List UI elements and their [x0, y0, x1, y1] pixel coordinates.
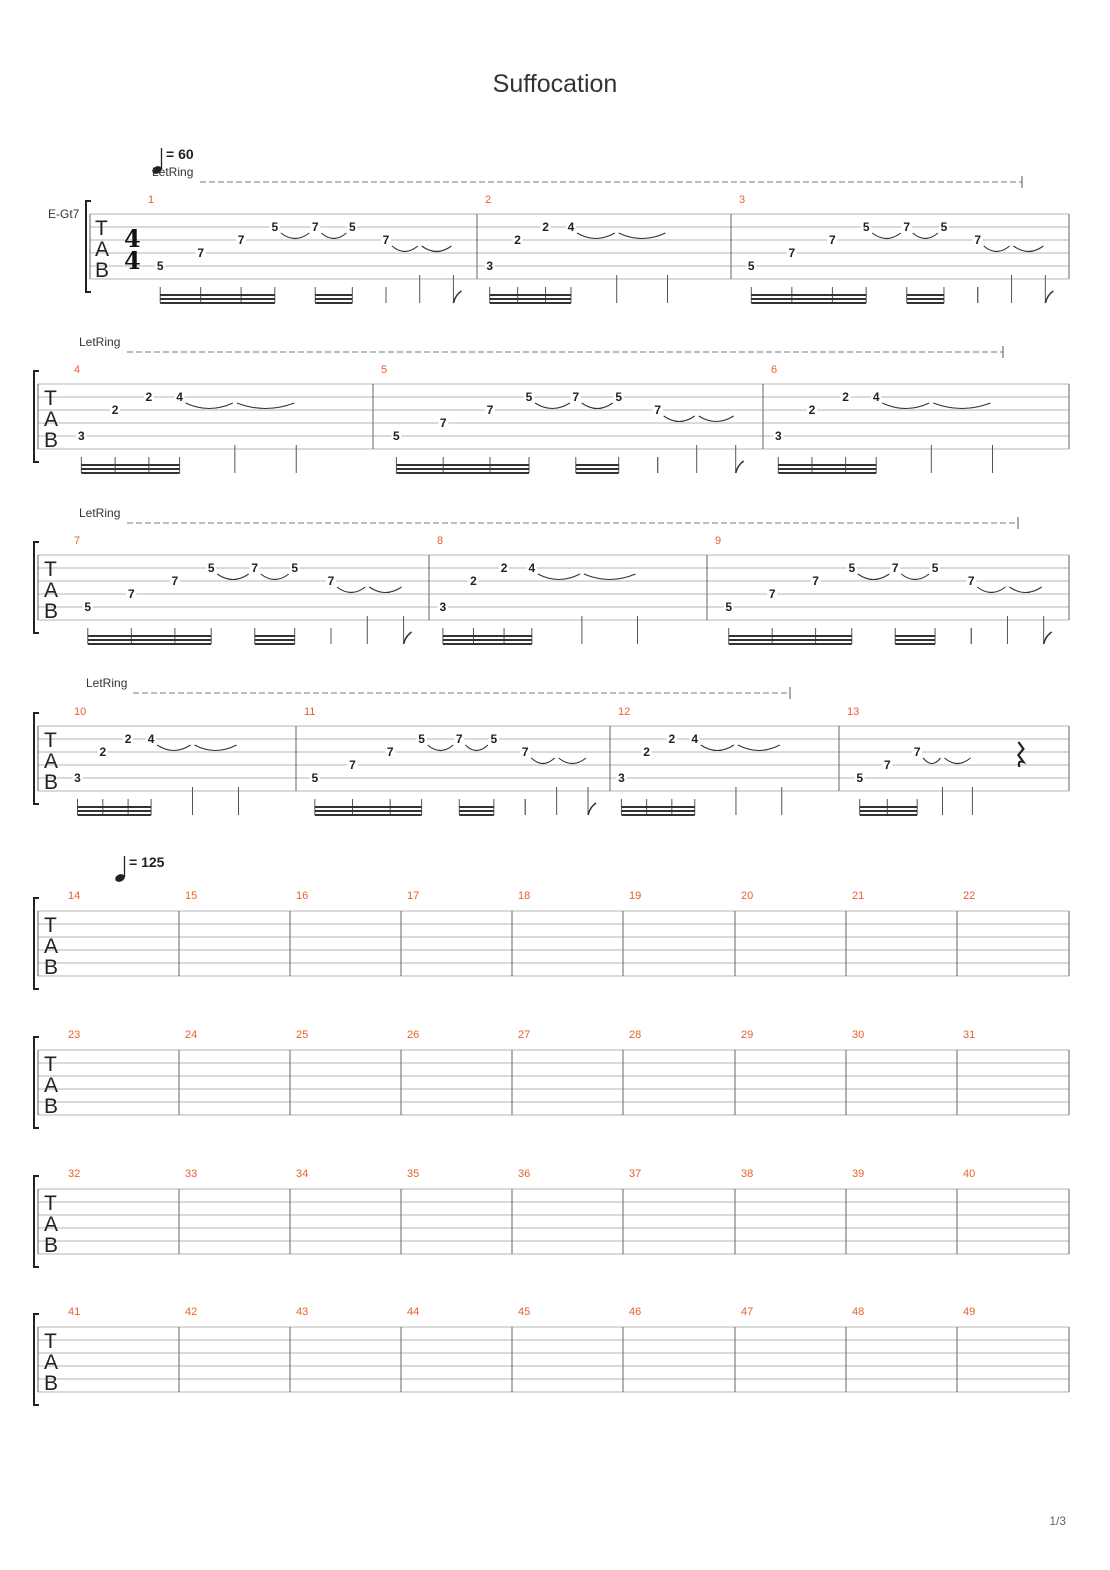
tie [559, 758, 586, 764]
fret-number: 4 [691, 732, 699, 746]
fret-number: 5 [848, 561, 856, 575]
measure-number: 33 [185, 1168, 198, 1180]
fret-number: 5 [348, 220, 356, 234]
tie [237, 403, 294, 409]
measure-number: 49 [963, 1306, 976, 1318]
tab-letter-a: A [95, 238, 110, 261]
fret-number: 5 [490, 732, 498, 746]
measure-number: 19 [629, 890, 642, 902]
tie [577, 233, 615, 239]
measure-number: 44 [407, 1306, 420, 1318]
measure-number: 3 [739, 194, 746, 206]
tie [619, 233, 666, 239]
tie [584, 574, 636, 580]
fret-number: 5 [615, 390, 623, 404]
fret-number: 5 [84, 600, 92, 614]
tie [984, 246, 1010, 252]
tab-letter-t: T [44, 558, 57, 581]
tie [369, 587, 401, 593]
tie [428, 745, 454, 751]
tie [872, 233, 901, 239]
fret-number: 4 [567, 220, 575, 234]
fret-number: 2 [842, 390, 849, 404]
fret-number: 7 [967, 574, 975, 588]
time-signature-top: 4 [124, 224, 141, 253]
letring-label: LetRing [79, 335, 121, 349]
tab-letter-b: B [44, 1095, 59, 1118]
measure-number: 37 [629, 1168, 642, 1180]
measure-number: 35 [407, 1168, 420, 1180]
fret-number: 3 [618, 771, 625, 785]
tie [901, 574, 929, 580]
song-title: Suffocation [492, 70, 618, 98]
fret-number: 2 [643, 745, 650, 759]
tie [465, 745, 488, 751]
fret-number: 7 [439, 416, 447, 430]
measure-number: 22 [963, 890, 976, 902]
tab-letter-b: B [44, 600, 59, 623]
measure-number: 18 [518, 890, 531, 902]
measure-number: 11 [304, 706, 316, 718]
fret-number: 2 [668, 732, 676, 746]
fret-number: 2 [500, 561, 508, 575]
measure-number: 38 [741, 1168, 754, 1180]
tab-letter-a: A [44, 935, 59, 958]
measure-number: 34 [296, 1168, 309, 1180]
measure-number: 9 [715, 535, 722, 547]
letring-label: LetRing [79, 506, 121, 520]
tie [538, 574, 580, 580]
track-name: E-Gt7 [48, 207, 80, 221]
fret-number: 7 [768, 587, 776, 601]
fret-number: 4 [147, 732, 155, 746]
tie [977, 587, 1005, 593]
measure-number: 30 [852, 1029, 865, 1041]
measure-number: 31 [963, 1029, 976, 1041]
fret-number: 2 [145, 390, 153, 404]
fret-number: 7 [127, 587, 135, 601]
tab-letter-t: T [44, 1192, 57, 1215]
measure-number: 6 [771, 364, 778, 376]
measure-number: 8 [437, 535, 444, 547]
tab-letter-t: T [95, 217, 108, 240]
fret-number: 7 [386, 745, 394, 759]
measure-number: 24 [185, 1029, 198, 1041]
fret-number: 4 [176, 390, 183, 404]
tie [701, 745, 734, 751]
measure-number: 13 [847, 706, 860, 718]
fret-number: 5 [418, 732, 425, 746]
tie [281, 233, 309, 239]
fret-number: 2 [124, 732, 132, 746]
fret-number: 2 [542, 220, 549, 234]
measure-number: 29 [741, 1029, 754, 1041]
measure-number: 46 [629, 1306, 642, 1318]
fret-number: 5 [940, 220, 948, 234]
letring-label: LetRing [152, 165, 194, 179]
tab-letter-t: T [44, 914, 57, 937]
measure-number: 4 [74, 364, 81, 376]
fret-number: 5 [393, 429, 400, 443]
measure-number: 43 [296, 1306, 309, 1318]
tie [157, 745, 190, 751]
tie [913, 233, 938, 239]
fret-number: 2 [514, 233, 521, 247]
fret-number: 5 [725, 600, 733, 614]
fret-number: 7 [327, 574, 335, 588]
measure-number: 42 [185, 1306, 198, 1318]
fret-number: 7 [521, 745, 529, 759]
fret-number: 7 [311, 220, 319, 234]
measure-number: 27 [518, 1029, 531, 1041]
fret-number: 5 [291, 561, 299, 575]
tie [1009, 587, 1041, 593]
measure-number: 28 [629, 1029, 642, 1041]
measure-number: 17 [407, 890, 420, 902]
quarter-rest-icon [1018, 742, 1023, 767]
tab-letter-t: T [44, 387, 57, 410]
tie [217, 574, 249, 580]
fret-number: 4 [872, 390, 880, 404]
fret-number: 5 [207, 561, 215, 575]
tab-letter-t: T [44, 1330, 57, 1353]
measure-number: 36 [518, 1168, 531, 1180]
tab-letter-b: B [44, 1234, 59, 1257]
tab-letter-b: B [44, 429, 59, 452]
tie [261, 574, 289, 580]
fret-number: 5 [862, 220, 870, 234]
tie [664, 416, 695, 422]
fret-number: 7 [349, 758, 356, 772]
fret-number: 7 [237, 233, 245, 247]
tie [392, 246, 418, 252]
tie [186, 403, 233, 409]
measure-number: 12 [618, 706, 631, 718]
measure-number: 48 [852, 1306, 865, 1318]
fret-number: 4 [528, 561, 536, 575]
measure-number: 40 [963, 1168, 976, 1180]
measure-number: 14 [68, 890, 81, 902]
tempo-marking: = 60 [166, 146, 194, 162]
fret-number: 5 [156, 259, 164, 273]
measure-number: 25 [296, 1029, 309, 1041]
tab-letter-b: B [95, 259, 110, 282]
fret-number: 7 [455, 732, 463, 746]
fret-number: 7 [891, 561, 899, 575]
fret-number: 7 [974, 233, 982, 247]
fret-number: 7 [171, 574, 179, 588]
measure-number: 7 [74, 535, 81, 547]
tempo-marking: = 125 [129, 854, 165, 870]
note-flag [453, 291, 461, 303]
measure-number: 21 [852, 890, 865, 902]
fret-number: 7 [197, 246, 205, 260]
tie [582, 403, 613, 409]
fret-number: 7 [382, 233, 390, 247]
measure-number: 32 [68, 1168, 81, 1180]
measure-number: 26 [407, 1029, 420, 1041]
measure-number: 47 [741, 1306, 754, 1318]
tie [933, 403, 990, 409]
fret-number: 3 [774, 429, 782, 443]
fret-number: 5 [271, 220, 279, 234]
tab-letter-a: A [44, 579, 59, 602]
fret-number: 7 [913, 745, 921, 759]
fret-number: 5 [525, 390, 533, 404]
page-number: 1/3 [1049, 1514, 1066, 1528]
tab-letter-a: A [44, 408, 59, 431]
tab-letter-a: A [44, 750, 59, 773]
measure-number: 41 [68, 1306, 81, 1318]
fret-number: 7 [829, 233, 836, 247]
measure-number: 5 [381, 364, 388, 376]
tie [738, 745, 780, 751]
tab-letter-t: T [44, 1053, 57, 1076]
fret-number: 3 [74, 771, 81, 785]
tab-letter-t: T [44, 729, 57, 752]
tie [858, 574, 889, 580]
fret-number: 7 [486, 403, 494, 417]
fret-number: 3 [78, 429, 85, 443]
fret-number: 7 [654, 403, 662, 417]
measure-number: 15 [185, 890, 198, 902]
tie [699, 416, 734, 422]
measure-number: 16 [296, 890, 309, 902]
note-flag [1044, 632, 1052, 644]
tie [195, 745, 237, 751]
fret-number: 5 [747, 259, 755, 273]
tab-letter-b: B [44, 956, 59, 979]
measure-number: 45 [518, 1306, 531, 1318]
tie [945, 758, 971, 764]
note-flag [588, 803, 596, 815]
fret-number: 2 [470, 574, 477, 588]
tie [882, 403, 929, 409]
tie [1014, 246, 1044, 252]
letring-label: LetRing [86, 676, 128, 690]
tie [321, 233, 346, 239]
fret-number: 5 [311, 771, 319, 785]
tie [923, 758, 940, 764]
fret-number: 7 [812, 574, 819, 588]
measure-number: 20 [741, 890, 754, 902]
fret-number: 7 [788, 246, 796, 260]
measure-number: 2 [485, 194, 492, 206]
measure-number: 39 [852, 1168, 865, 1180]
fret-number: 5 [931, 561, 939, 575]
tie [531, 758, 554, 764]
tie [422, 246, 452, 252]
note-flag [1045, 291, 1053, 303]
tie [535, 403, 570, 409]
note-flag [736, 461, 744, 473]
fret-number: 2 [808, 403, 816, 417]
time-signature-bottom: 4 [124, 246, 141, 275]
fret-number: 5 [856, 771, 864, 785]
tab-letter-b: B [44, 771, 59, 794]
measure-number: 23 [68, 1029, 81, 1041]
measure-number: 10 [74, 706, 87, 718]
fret-number: 2 [99, 745, 107, 759]
fret-number: 7 [883, 758, 891, 772]
fret-number: 7 [251, 561, 259, 575]
measure-number: 1 [148, 194, 155, 206]
fret-number: 7 [903, 220, 911, 234]
tab-letter-b: B [44, 1372, 59, 1395]
tie [337, 587, 365, 593]
fret-number: 3 [486, 259, 494, 273]
fret-number: 7 [572, 390, 580, 404]
note-flag [404, 632, 412, 644]
fret-number: 2 [111, 403, 119, 417]
tab-letter-a: A [44, 1351, 59, 1374]
fret-number: 3 [439, 600, 447, 614]
tab-letter-a: A [44, 1213, 59, 1236]
tab-letter-a: A [44, 1074, 59, 1097]
